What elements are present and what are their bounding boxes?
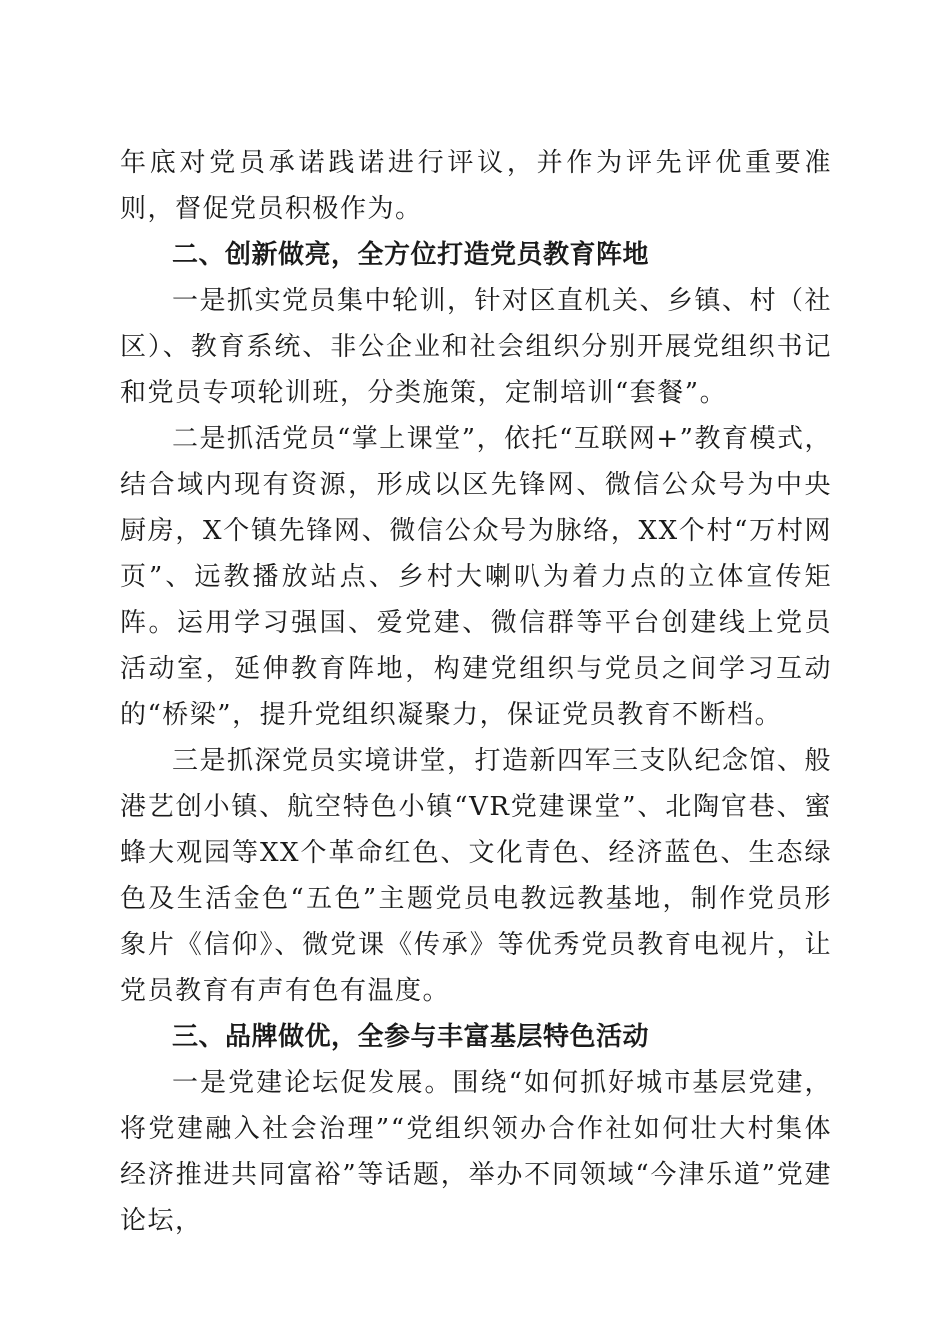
document-page <box>120 140 832 1244</box>
section-heading-3: 三、品牌做优，全参与丰富基层特色活动 <box>172 1022 650 1052</box>
paragraph-online-classroom: 二是抓活党员“掌上课堂”，依托“互联网+”教育模式，结合域内现有资源，形成以区先锋网、微信公众号为中央厨房，X个镇先锋网、微信公众号为脉络，XX个村“万村网页”、远教播放站点、乡村大喇叭为着力点的立体宣传矩阵。运用学习强国、爱党建、微信群等平台创建线上党员活动室，延伸教育阵地，构建党组织与党员之间学习互动的“桥梁”，提升党组织凝聚力，保证党员教育不断档。 <box>120 424 832 730</box>
paragraph-onsite-lectures: 三是抓深党员实境讲堂，打造新四军三支队纪念馆、般港艺创小镇、航空特色小镇“VR党建课堂”、北陶官巷、蜜蜂大观园等XX个革命红色、文化青色、经济蓝色、生态绿色及生活金色“五色”主题党员电教远教基地，制作党员形象片《信仰》、微党课《传承》等优秀党员教育电视片，让党员教育有声有色有温度。 <box>120 746 833 1006</box>
paragraph-continuation: 年底对党员承诺践诺进行评议，并作为评先评优重要准则，督促党员积极作为。 <box>120 148 832 224</box>
section-heading-2: 二、创新做亮，全方位打造党员教育阵地 <box>172 240 650 270</box>
paragraph-centralized-training: 一是抓实党员集中轮训，针对区直机关、乡镇、村（社区）、教育系统、非公企业和社会组织分别开展党组织书记和党员专项轮训班，分类施策，定制培训“套餐”。 <box>120 286 833 408</box>
paragraph-party-forum: 一是党建论坛促发展。围绕“如何抓好城市基层党建，将党建融入社会治理”“党组织领办合作社如何壮大村集体经济推进共同富裕”等话题，举办不同领域“今津乐道”党建论坛， <box>120 1068 832 1236</box>
